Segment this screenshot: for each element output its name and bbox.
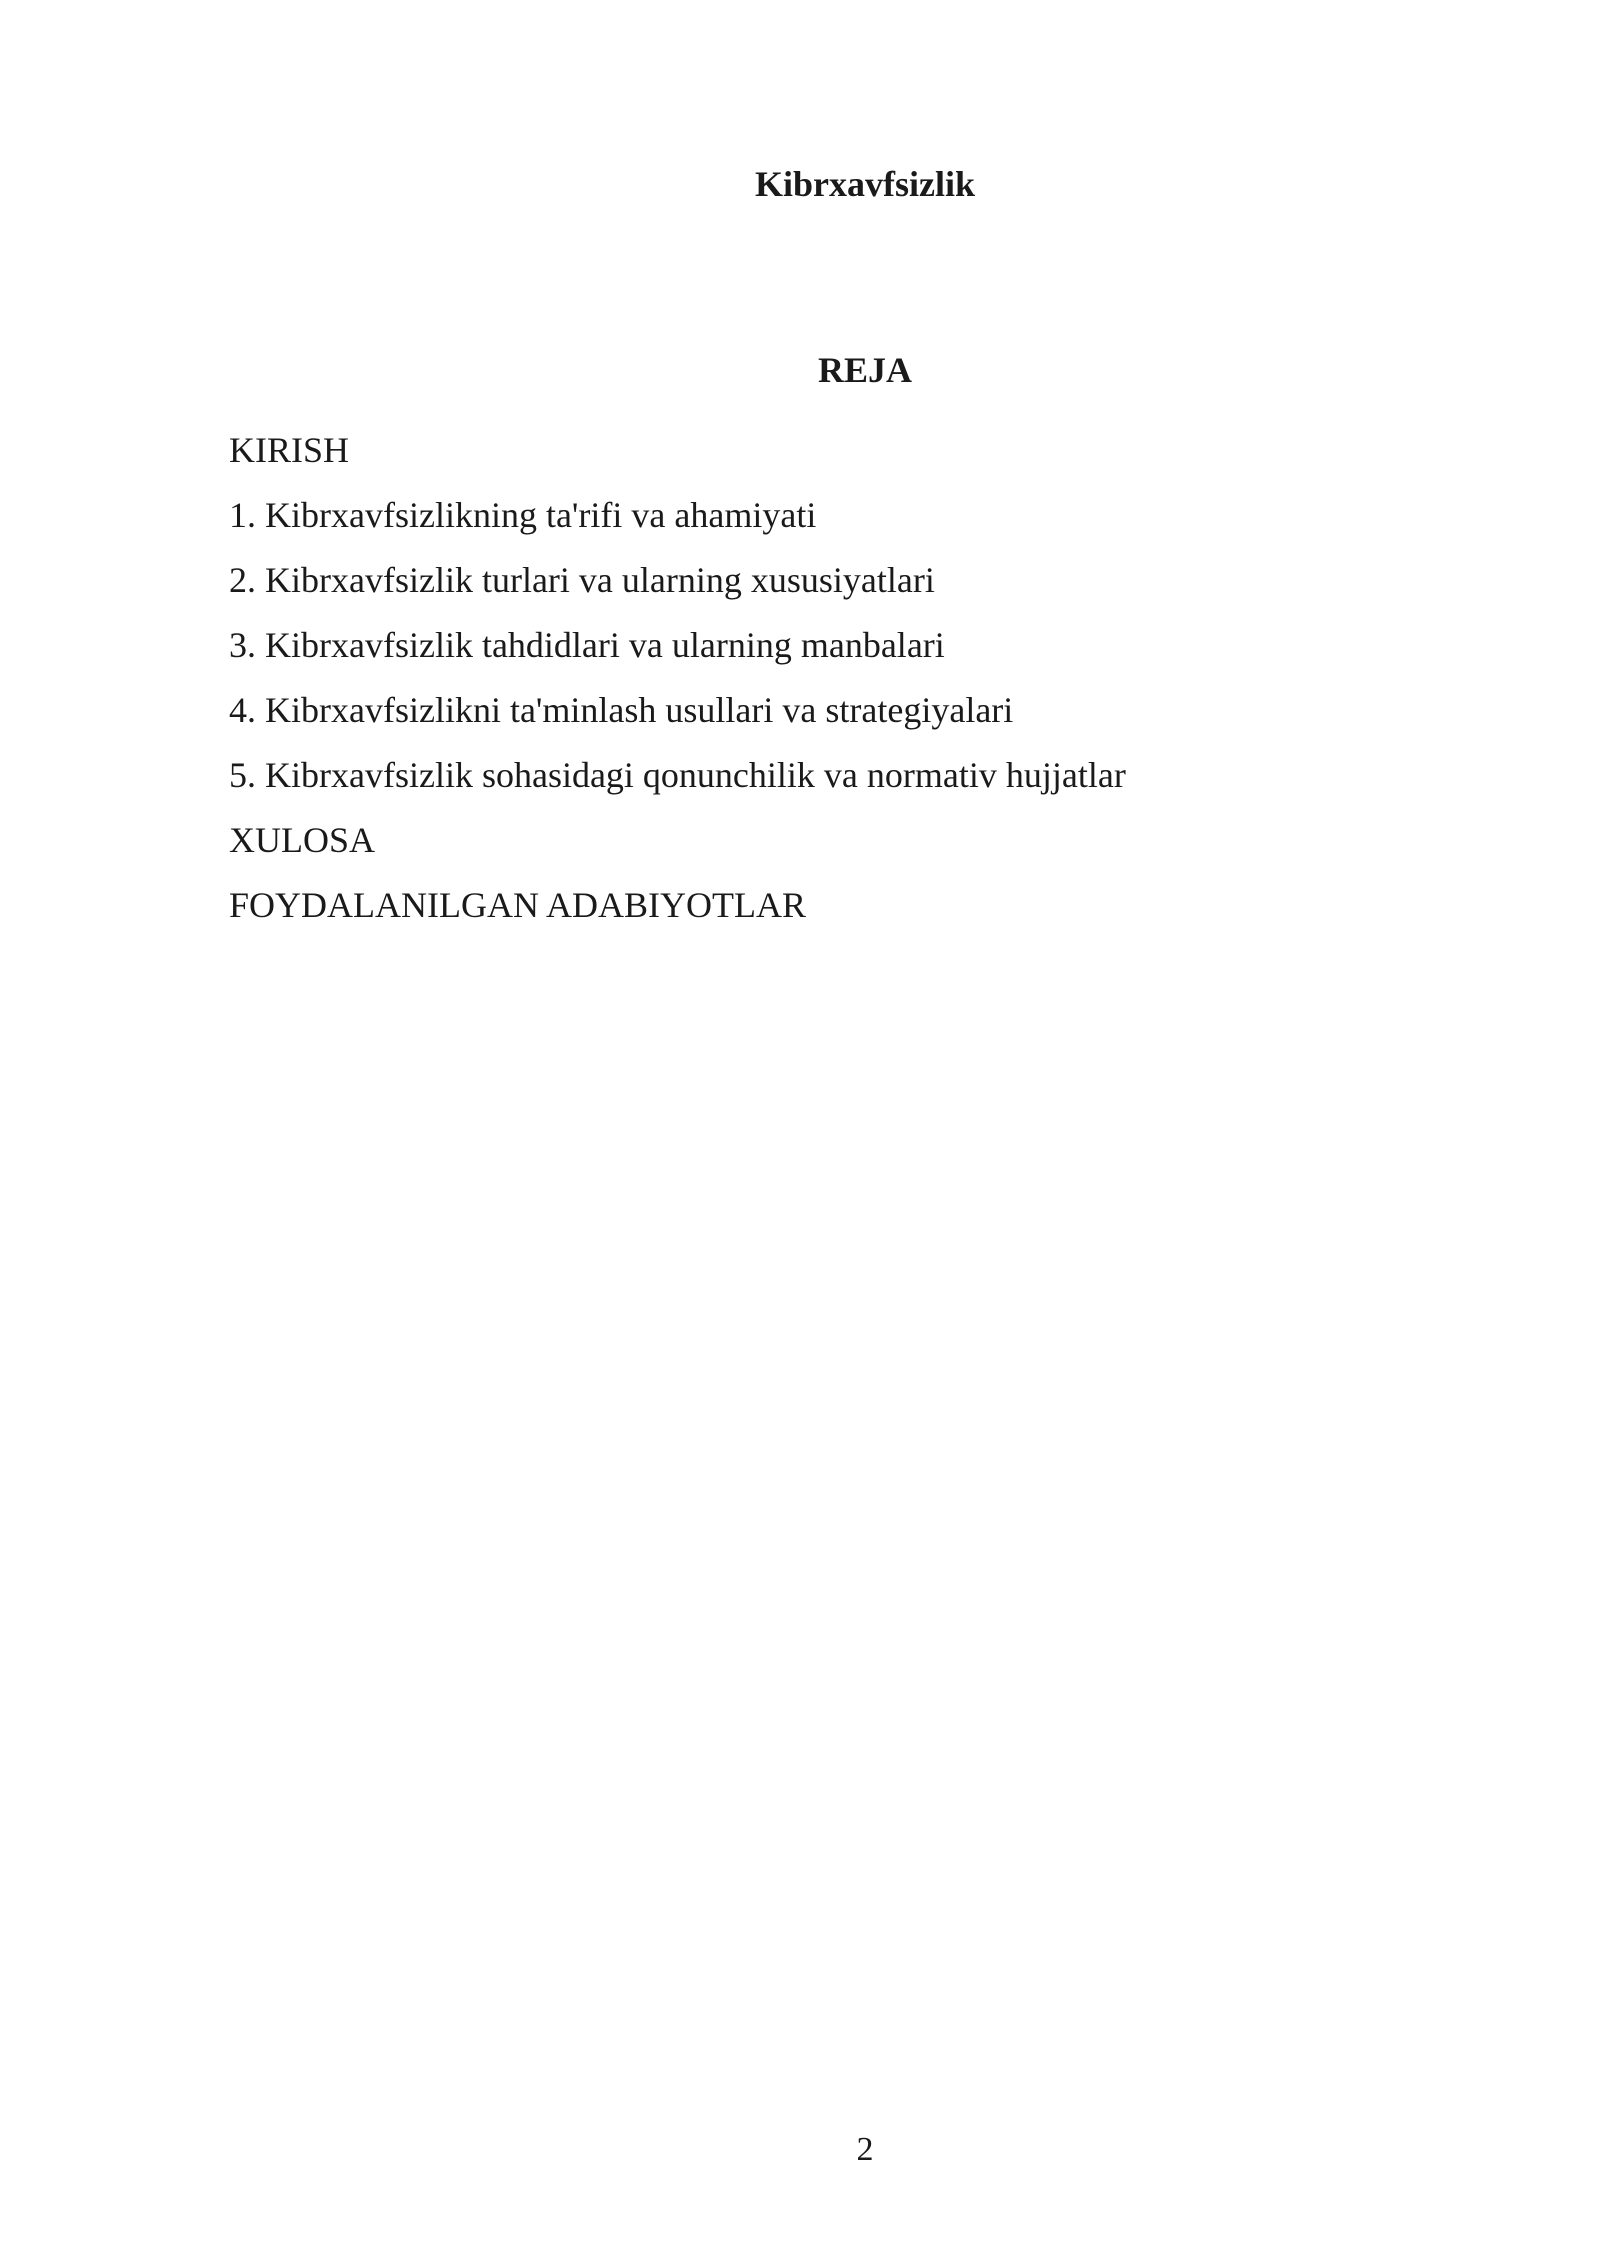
plan-item-4: 4. Kibrxavfsizlikni ta'minlash usullari va strategiyalari xyxy=(229,690,1014,730)
plan-item-conclusion: XULOSA xyxy=(229,820,376,860)
plan-item-references: FOYDALANILGAN ADABIYOTLAR xyxy=(229,885,806,925)
plan-item-1: 1. Kibrxavfsizlikning ta'rifi va ahamiyati xyxy=(229,495,817,535)
plan-item-3: 3. Kibrxavfsizlik tahdidlari va ularning manbalari xyxy=(229,625,945,665)
plan-heading: REJA xyxy=(817,350,912,390)
plan-item-2: 2. Kibrxavfsizlik turlari va ularning xususiyatlari xyxy=(229,560,935,600)
plan-list xyxy=(229,418,1126,938)
document-title: Kibrxavfsizlik xyxy=(754,164,975,204)
plan-item-introduction: KIRISH xyxy=(229,430,350,470)
page-number: 2 xyxy=(856,2131,874,2168)
plan-item-5: 5. Kibrxavfsizlik sohasidagi qonunchilik va normativ hujjatlar xyxy=(229,755,1126,795)
